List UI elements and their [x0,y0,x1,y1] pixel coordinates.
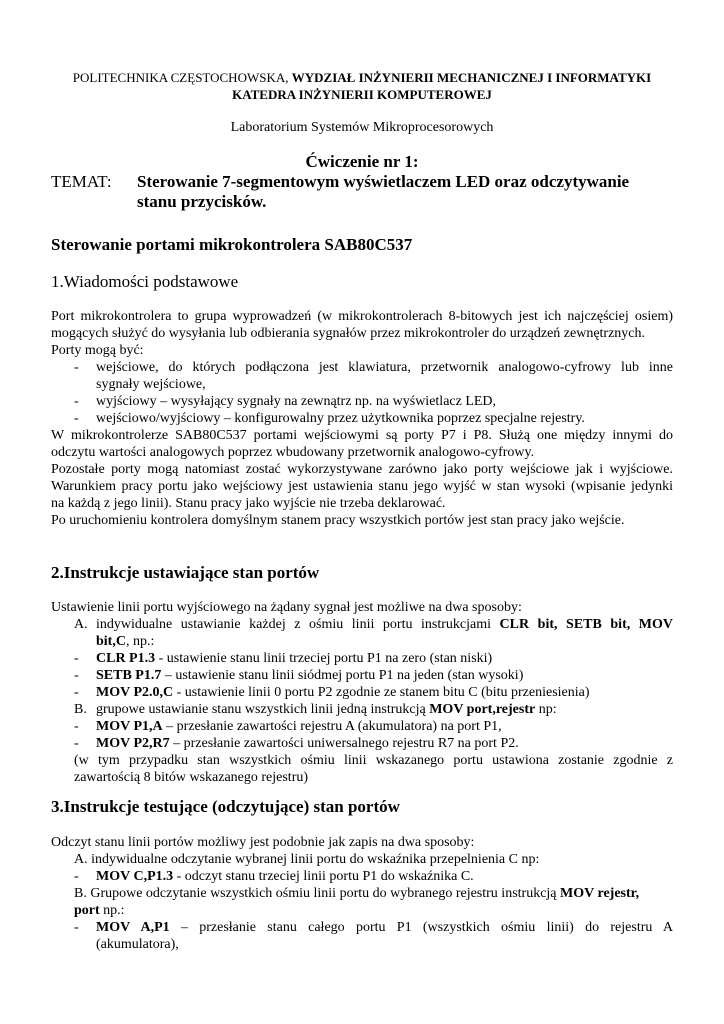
topic-line-1: Sterowanie 7-segmentowym wyświetlaczem LED oraz odczytywanie [137,172,630,191]
bullet-marker: - [74,869,79,884]
bullet-marker: - [74,651,79,666]
topic-label: TEMAT: [51,172,112,191]
bullet-marker: - [74,685,79,700]
s2-option-a [96,616,673,633]
s2-option-a-np: , np.: [125,634,155,649]
s2-option-a-text: indywidualne ustawianie każdej z ośmiu linii portu instrukcjami [96,617,500,632]
instruction-item [96,919,673,936]
s3-option-a: A. indywidualne odczytanie wybranej linii portu do wskaźnika przepelnienia C np: [74,852,540,867]
s2-note: (w tym przypadku stan wszystkich ośmiu linii wskazanego portu ustawiona zostanie zgodnie z [74,753,673,768]
bullet-marker: - [74,360,79,375]
s2-option-b-instruction: MOV port,rejestr [429,702,536,717]
s3-option-b-np: np.: [99,903,125,918]
instruction-desc: - odczyt stanu trzeciej linii portu P1 do wskaźnika C. [173,869,474,884]
s1-paragraph-line: W mikrokontrolerze SAB80C537 portami wejściowymi są porty P7 i P8. Służą one między innymi do [51,428,673,443]
section-2-heading: 2.Instrukcje ustawiające stan portów [51,563,320,582]
bullet-item: sygnały wejściowe, [96,377,206,392]
section-1-heading: 1.Wiadomości podstawowe [51,272,239,291]
s1-paragraph-line: Pozostałe porty mogą natomiast zostać wykorzystywane zarówno jako porty wejściowe jak i wyjściowe. [51,462,673,477]
faculty-name: WYDZIAŁ INŻYNIERII MECHANICZNEJ I INFORMATYKI [291,70,652,85]
instruction-desc: – ustawienie stanu linii siódmej portu P1 na jeden (stan wysoki) [161,668,524,683]
topic-line-2: stanu przycisków. [137,192,267,211]
s1-paragraph-line: Warunkiem pracy portu jako wejściowy jest ustawienia stanu jego wyjść w stan wysoki (wpisanie jedynki [51,479,673,494]
bullet-item: wejściowo/wyjściowy – konfigurowalny przez użytkownika poprzez specjalne rejestry. [96,411,585,426]
s1-paragraph-line: Porty mogą być: [51,343,144,358]
bullet-item: wyjściowy – wysyłający sygnały na zewnątrz np. na wyświetlacz LED, [96,394,497,409]
instruction-item [96,718,502,735]
s2-option-b-text: grupowe ustawianie stanu wszystkich linii jedną instrukcją [96,702,430,717]
instruction-desc: - ustawienie linii 0 portu P2 zgodnie ze stanem bitu C (bitu przeniesienia) [173,685,590,700]
instruction-desc-cont: (akumulatora), [96,937,179,952]
list-marker-b: B. [74,702,87,717]
instruction-code: MOV P1,A [96,719,163,734]
exercise-number: Ćwiczenie nr 1: [305,152,419,171]
instruction-item [96,684,590,701]
section-3-heading: 3.Instrukcje testujące (odczytujące) stan portów [51,797,400,816]
instruction-code: CLR P1.3 [96,651,156,666]
list-marker-a: A. [74,617,88,632]
instruction-code: SETB P1.7 [96,668,162,683]
s3-option-b-cont [74,902,125,919]
s1-paragraph-line: na każdą z jego linii). Stanu pracy jako wyjście nie trzeba deklarować. [51,496,446,511]
s1-paragraph-line: mogących służyć do wysyłania lub odbierania sygnałów przez mikrokontroler do urządzeń zewnętrznych. [51,326,646,341]
s2-option-a-cont [96,633,154,650]
laboratory-name: Laboratorium Systemów Mikroprocesorowych [230,120,494,135]
instruction-desc: – przesłanie zawartości rejestru A (akumulatora) na port P1, [162,719,502,734]
bullet-marker: - [74,920,79,935]
bullet-marker: - [74,394,79,409]
s3-option-b-instr-cont: port [74,903,100,918]
instruction-code: MOV P2,R7 [96,736,170,751]
bullet-marker: - [74,411,79,426]
s2-option-b [96,701,557,718]
s1-paragraph-line: Port mikrokontrolera to grupa wyprowadzeń (w mikrokontrolerach 8-bitowych jest ich najczęściej osiem) [51,309,673,324]
bullet-marker: - [74,736,79,751]
document-subtitle: Sterowanie portami mikrokontrolera SAB80C537 [51,235,413,254]
s2-option-a-instr-cont: bit,C [96,634,126,649]
bullet-marker: - [74,719,79,734]
instruction-item [96,735,519,752]
s2-option-a-instructions: CLR bit, SETB bit, MOV [499,617,673,632]
s3-option-b-instruction: MOV rejestr, [560,886,640,901]
s3-option-b-text: B. Grupowe odczytanie wszystkich ośmiu linii portu do wybranego rejestru instrukcją [74,886,561,901]
s2-option-b-np: np: [535,702,557,717]
institution-line [0,69,724,86]
s1-paragraph-line: Po uruchomieniu kontrolera domyślnym stanem pracy wszystkich portów jest stan pracy jako wejście. [51,513,625,528]
instruction-code: MOV P2.0,C [96,685,174,700]
instruction-desc: – przesłanie stanu całego portu P1 (wszystkich ośmiu linii) do rejestru A [169,920,673,935]
instruction-item [96,868,474,885]
s1-paragraph-line: odczytu wartości analogowych poprzez wbudowany przetwornik analogowo-cyfrowy. [51,445,535,460]
s3-option-b [74,885,639,902]
s3-intro: Odczyt stanu linii portów możliwy jest podobnie jak zapis na dwa sposoby: [51,835,475,850]
institution-name: POLITECHNIKA CZĘSTOCHOWSKA, [72,70,292,85]
instruction-item [96,667,523,684]
instruction-desc: - ustawienie stanu linii trzeciej portu P1 na zero (stan niski) [155,651,493,666]
bullet-item: wejściowe, do których podłączona jest klawiatura, przetwornik analogowo-cyfrowy lub inne [96,360,673,375]
instruction-item [96,650,492,667]
s2-note: zawartością 8 bitów wskazanego rejestru) [74,770,309,785]
instruction-desc: – przesłanie zawartości uniwersalnego rejestru R7 na port P2. [169,736,519,751]
instruction-code: MOV C,P1.3 [96,869,174,884]
bullet-marker: - [74,668,79,683]
instruction-code: MOV A,P1 [96,920,170,935]
department-name: KATEDRA INŻYNIERII KOMPUTEROWEJ [232,87,492,102]
s2-intro: Ustawienie linii portu wyjściowego na żądany sygnał jest możliwe na dwa sposoby: [51,600,522,615]
